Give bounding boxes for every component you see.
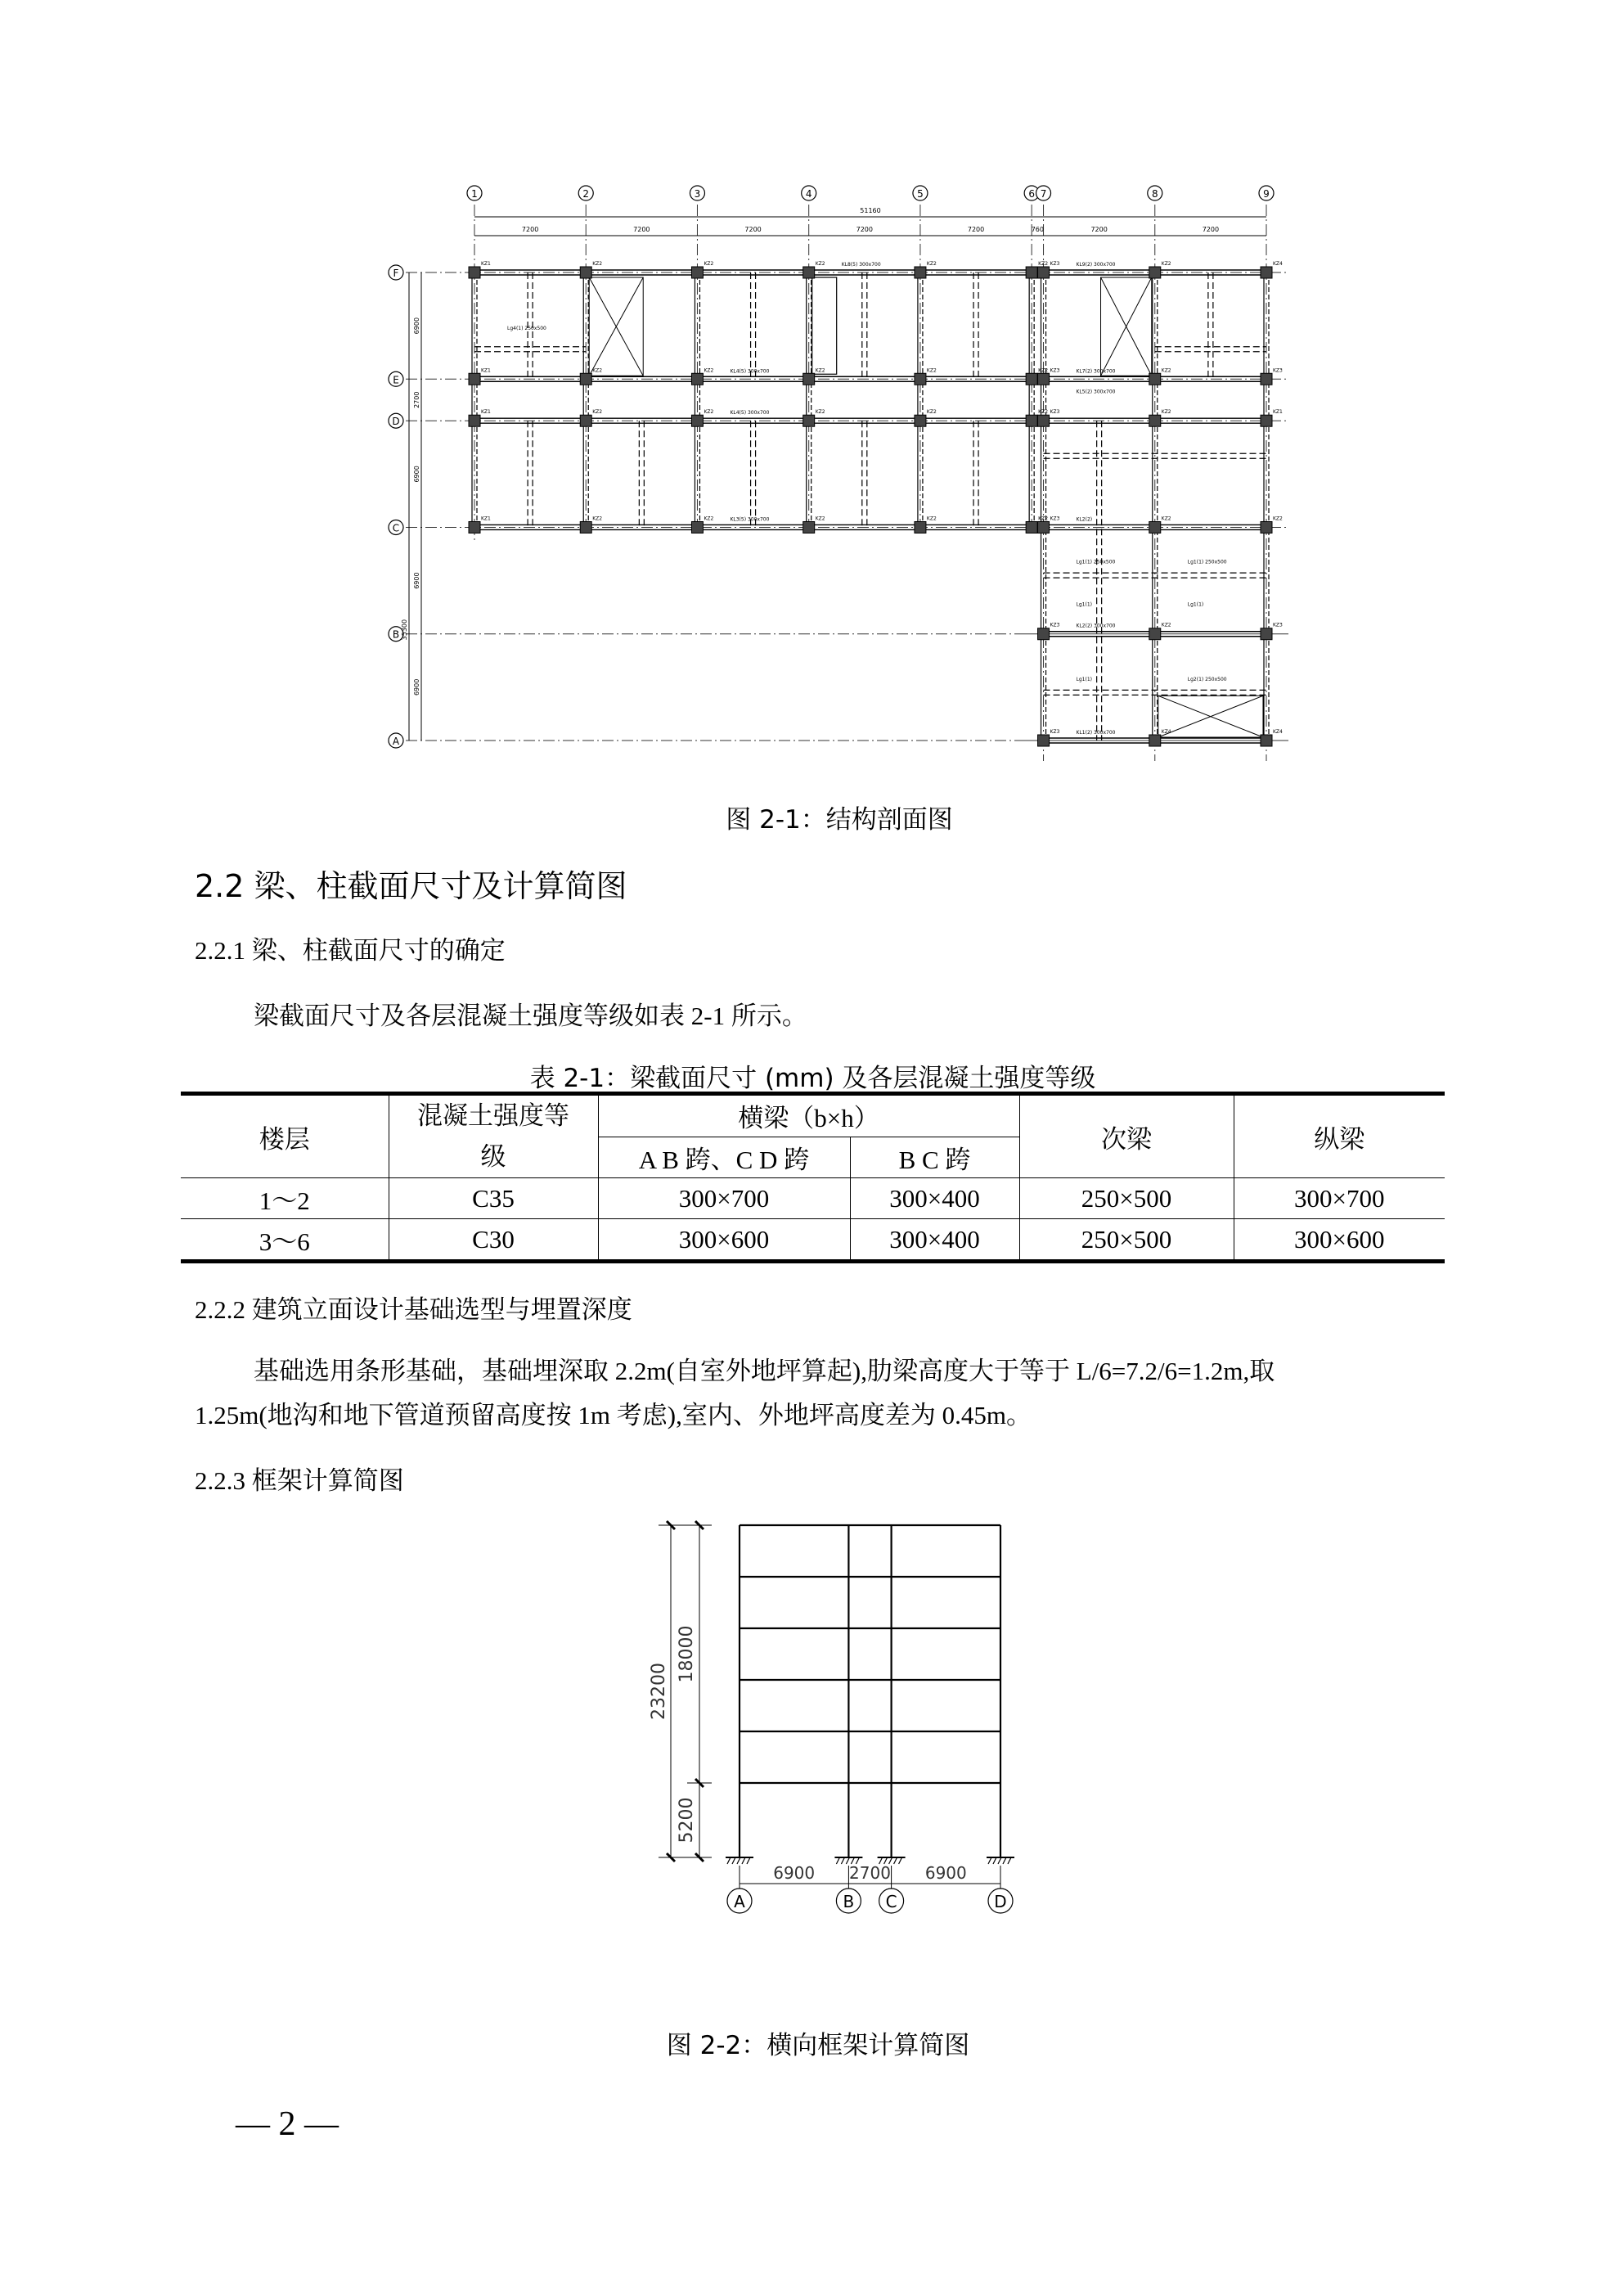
grid-label: 8 <box>1151 188 1158 200</box>
upper-height-dimension: 18000 <box>677 1625 697 1683</box>
dimension-text: 7200 <box>856 226 873 233</box>
column-label: KZ2 <box>1161 367 1171 374</box>
column <box>691 373 703 385</box>
column-label: KZ2 <box>815 367 825 374</box>
dimension-text: 7200 <box>1090 226 1108 233</box>
table-2-1-caption: 表 2-1：梁截面尺寸 (mm) 及各层混凝土强度等级 <box>529 1064 1096 1093</box>
ground-height-dimension: 5200 <box>677 1797 697 1844</box>
column <box>1038 415 1050 426</box>
column-label: KZ1 <box>481 367 491 374</box>
column-label: KZ2 <box>704 409 714 416</box>
beam-label: Lg1(1) 250x500 <box>1076 559 1116 565</box>
fixed-support-hatch <box>742 1857 745 1864</box>
dimension-text: 760 <box>1031 226 1044 233</box>
column <box>1149 415 1161 426</box>
column-label: KZ2 <box>1273 515 1283 522</box>
frame-calculation-diagram <box>0 1506 1623 1931</box>
cell-longitudinal: 300×600 <box>1234 1219 1445 1262</box>
beam-label: KL3(5) 300x700 <box>730 516 770 523</box>
paragraph-foundation-line2: 1.25m(地沟和地下管道预留高度按 1m 考虑),室内、外地坪高度差为 0.45m。 <box>195 1401 1032 1429</box>
column-label: KZ2 <box>592 261 603 267</box>
column-label: KZ2 <box>926 409 937 416</box>
column <box>580 415 591 426</box>
column <box>469 415 480 426</box>
beam-label: Lg1(1) <box>1187 601 1204 608</box>
cell-floor: 3～6 <box>181 1219 389 1262</box>
column <box>1038 267 1050 278</box>
fixed-support-hatch <box>894 1857 897 1864</box>
column <box>1149 267 1161 278</box>
header-floor: 楼层 <box>181 1094 389 1178</box>
header-ab-cd-span: A B 跨、C D 跨 <box>598 1137 850 1178</box>
column-label: KZ2 <box>815 409 825 416</box>
grid-label: 9 <box>1263 188 1270 200</box>
cell-bc: 300×400 <box>850 1219 1019 1262</box>
column <box>691 521 703 533</box>
column <box>803 373 815 385</box>
section-2-2-heading: 2.2 梁、柱截面尺寸及计算简图 <box>195 868 627 904</box>
column <box>915 521 926 533</box>
header-longitudinal: 纵梁 <box>1234 1094 1445 1178</box>
cell-longitudinal: 300×700 <box>1234 1178 1445 1219</box>
span-dimension: 6900 <box>773 1863 816 1883</box>
paragraph-table-intro: 梁截面尺寸及各层混凝土强度等级如表 2-1 所示。 <box>254 1002 807 1030</box>
column-label: KZ1 <box>481 515 491 522</box>
grid-label: E <box>393 374 399 386</box>
column-label: KZ3 <box>1050 367 1060 374</box>
column <box>803 415 815 426</box>
grid-label: 7 <box>1040 188 1047 200</box>
cell-concrete: C35 <box>389 1178 598 1219</box>
beam-label: Lg1(1) <box>1076 601 1093 608</box>
column <box>580 521 591 533</box>
beam-label: KL8(5) 300x700 <box>841 262 881 268</box>
column-label: KZ2 <box>1038 515 1049 522</box>
column-label: KZ3 <box>1050 409 1060 416</box>
fixed-support-hatch <box>747 1857 750 1864</box>
beam-label: KL9(2) 300x700 <box>1076 262 1116 268</box>
column <box>803 267 815 278</box>
column-label: KZ2 <box>926 261 937 267</box>
column <box>1038 735 1050 746</box>
grid-label: 6 <box>1028 188 1035 200</box>
column-label: KZ3 <box>1050 261 1060 267</box>
column-label: KZ4 <box>1273 261 1283 267</box>
cell-secondary: 250×500 <box>1019 1178 1234 1219</box>
column-label: KZ3 <box>1050 729 1060 735</box>
column <box>1261 267 1272 278</box>
column <box>915 267 926 278</box>
dimension-text: 6900 <box>413 678 420 696</box>
column-label: KZ2 <box>1161 409 1171 416</box>
grid-label: 1 <box>471 188 478 200</box>
column <box>1149 735 1161 746</box>
header-secondary: 次梁 <box>1019 1094 1234 1178</box>
beam-section-table <box>181 1092 1445 1263</box>
column <box>1261 373 1272 385</box>
column <box>1149 628 1161 640</box>
dimension-text: 7200 <box>744 226 762 233</box>
fixed-support-hatch <box>993 1857 996 1864</box>
fixed-support-hatch <box>1008 1857 1011 1864</box>
column-label: KZ2 <box>592 367 603 374</box>
total-height-dimension: 23200 <box>649 1663 669 1720</box>
beam-label: Lg1(1) <box>1076 676 1093 682</box>
column-label: KZ2 <box>926 367 937 374</box>
column <box>1261 628 1272 640</box>
fixed-support-hatch <box>988 1857 991 1864</box>
column <box>1026 373 1037 385</box>
beam-label: KL2(2) <box>1076 516 1093 523</box>
table-row <box>181 1219 1445 1262</box>
column-label: KZ2 <box>704 367 714 374</box>
span-dimension: 6900 <box>924 1863 967 1883</box>
grid-label: D <box>392 416 400 428</box>
column-label: KZ3 <box>1050 622 1060 628</box>
beam-label: KL7(2) 300x700 <box>1076 368 1116 375</box>
column-label: KZ4 <box>1273 729 1283 735</box>
column <box>915 373 926 385</box>
column-label: KZ2 <box>1161 261 1171 267</box>
column <box>691 415 703 426</box>
dimension-text: 7200 <box>967 226 985 233</box>
fixed-support-hatch <box>727 1857 731 1864</box>
dimension-text: 7200 <box>633 226 650 233</box>
figure-2-1-caption: 图 2-1：结构剖面图 <box>726 805 953 835</box>
beam-label: KL5(2) 300x700 <box>1076 389 1116 395</box>
column <box>1261 735 1272 746</box>
fixed-support-hatch <box>836 1857 839 1864</box>
column <box>1038 373 1050 385</box>
fixed-support-hatch <box>899 1857 902 1864</box>
dimension-text: 7200 <box>1202 226 1220 233</box>
column <box>580 373 591 385</box>
column-label: KZ4 <box>1161 729 1171 735</box>
section-2-2-3-heading: 2.2.3 框架计算简图 <box>195 1466 404 1495</box>
column <box>1026 415 1037 426</box>
column <box>469 373 480 385</box>
column-label: KZ1 <box>1273 409 1283 416</box>
axis-label: C <box>885 1892 897 1911</box>
column <box>915 415 926 426</box>
beam-label: KL2(2) 300x700 <box>1076 623 1116 629</box>
header-transverse: 横梁（b×h） <box>598 1094 1019 1137</box>
page-number: — 2 — <box>236 2105 339 2143</box>
grid-label: B <box>392 628 400 641</box>
grid-label: 3 <box>694 188 701 200</box>
column-label: KZ2 <box>815 515 825 522</box>
column-label: KZ2 <box>926 515 937 522</box>
section-2-2-2-heading: 2.2.2 建筑立面设计基础选型与埋置深度 <box>195 1295 632 1324</box>
column <box>1261 415 1272 426</box>
dimension-text: 35300 <box>401 619 408 641</box>
header-bc-span: B C 跨 <box>850 1137 1019 1178</box>
beam-label: Lg4(1) 250x500 <box>507 326 546 332</box>
axis-label: D <box>994 1892 1007 1911</box>
column <box>803 521 815 533</box>
beam-label: Lg2(1) 250x500 <box>1187 676 1227 682</box>
cell-secondary: 250×500 <box>1019 1219 1234 1262</box>
column <box>1026 521 1037 533</box>
column <box>1149 521 1161 533</box>
grid-label: C <box>392 522 400 534</box>
grid-label: F <box>393 268 399 279</box>
cell-bc: 300×400 <box>850 1178 1019 1219</box>
cell-concrete: C30 <box>389 1219 598 1262</box>
column-label: KZ2 <box>592 515 603 522</box>
table-header-row <box>181 1094 1445 1137</box>
column-label: KZ2 <box>1038 367 1049 374</box>
column-label: KZ3 <box>1273 367 1283 374</box>
grid-label: 2 <box>582 188 590 200</box>
column <box>580 267 591 278</box>
axis-label: B <box>843 1892 855 1911</box>
beam-label: KL1(2) 300x700 <box>1076 730 1116 736</box>
column <box>469 267 480 278</box>
table-row <box>181 1178 1445 1219</box>
beam-label: Lg1(1) 250x500 <box>1187 559 1227 565</box>
column-label: KZ2 <box>592 409 603 416</box>
fixed-support-hatch <box>737 1857 740 1864</box>
column-label: KZ2 <box>1038 409 1049 416</box>
column-label: KZ1 <box>481 261 491 267</box>
axis-label: A <box>734 1892 745 1911</box>
column <box>1038 521 1050 533</box>
column-label: KZ2 <box>1161 622 1171 628</box>
column-label: KZ3 <box>1273 622 1283 628</box>
column <box>1026 267 1037 278</box>
fixed-support-hatch <box>1003 1857 1006 1864</box>
fixed-support-hatch <box>998 1857 1001 1864</box>
column-label: KZ2 <box>1038 261 1049 267</box>
section-2-2-1-heading: 2.2.1 梁、柱截面尺寸的确定 <box>195 936 506 965</box>
dimension-text: 6900 <box>413 572 420 589</box>
column-label: KZ1 <box>481 409 491 416</box>
dimension-text: 6900 <box>413 317 420 335</box>
figure-2-2-caption: 图 2-2：横向框架计算简图 <box>666 2031 970 2060</box>
column <box>691 267 703 278</box>
grid-label: 5 <box>917 188 924 200</box>
column <box>1149 373 1161 385</box>
column-label: KZ3 <box>1050 515 1060 522</box>
dimension-text: 6900 <box>413 466 420 483</box>
structural-plan-drawing <box>0 0 1623 786</box>
paragraph-foundation-line1: 基础选用条形基础，基础埋深取 2.2m(自室外地坪算起),肋梁高度大于等于 L/6=7.2/6=1.2m,取 <box>254 1357 1275 1385</box>
beam-label: KL4(5) 300x700 <box>730 368 770 375</box>
column <box>469 521 480 533</box>
cell-ab-cd: 300×700 <box>598 1178 850 1219</box>
column-label: KZ2 <box>815 261 825 267</box>
column <box>1038 628 1050 640</box>
column-label: KZ2 <box>704 515 714 522</box>
fixed-support-hatch <box>841 1857 844 1864</box>
beam-label: KL4(5) 300x700 <box>730 410 770 416</box>
dimension-text: 7200 <box>521 226 539 233</box>
column-label: KZ2 <box>1161 515 1171 522</box>
dimension-text: 2700 <box>413 391 420 408</box>
column-label: KZ2 <box>704 261 714 267</box>
cell-floor: 1～2 <box>181 1178 389 1219</box>
dimension-text: 51160 <box>860 207 881 214</box>
fixed-support-hatch <box>732 1857 735 1864</box>
cell-ab-cd: 300×600 <box>598 1219 850 1262</box>
grid-label: A <box>392 736 400 747</box>
stair-outline <box>812 277 837 374</box>
column <box>1261 521 1272 533</box>
grid-label: 4 <box>805 188 812 200</box>
header-concrete: 混凝土强度等级 <box>389 1094 598 1178</box>
span-dimension: 2700 <box>849 1863 891 1883</box>
